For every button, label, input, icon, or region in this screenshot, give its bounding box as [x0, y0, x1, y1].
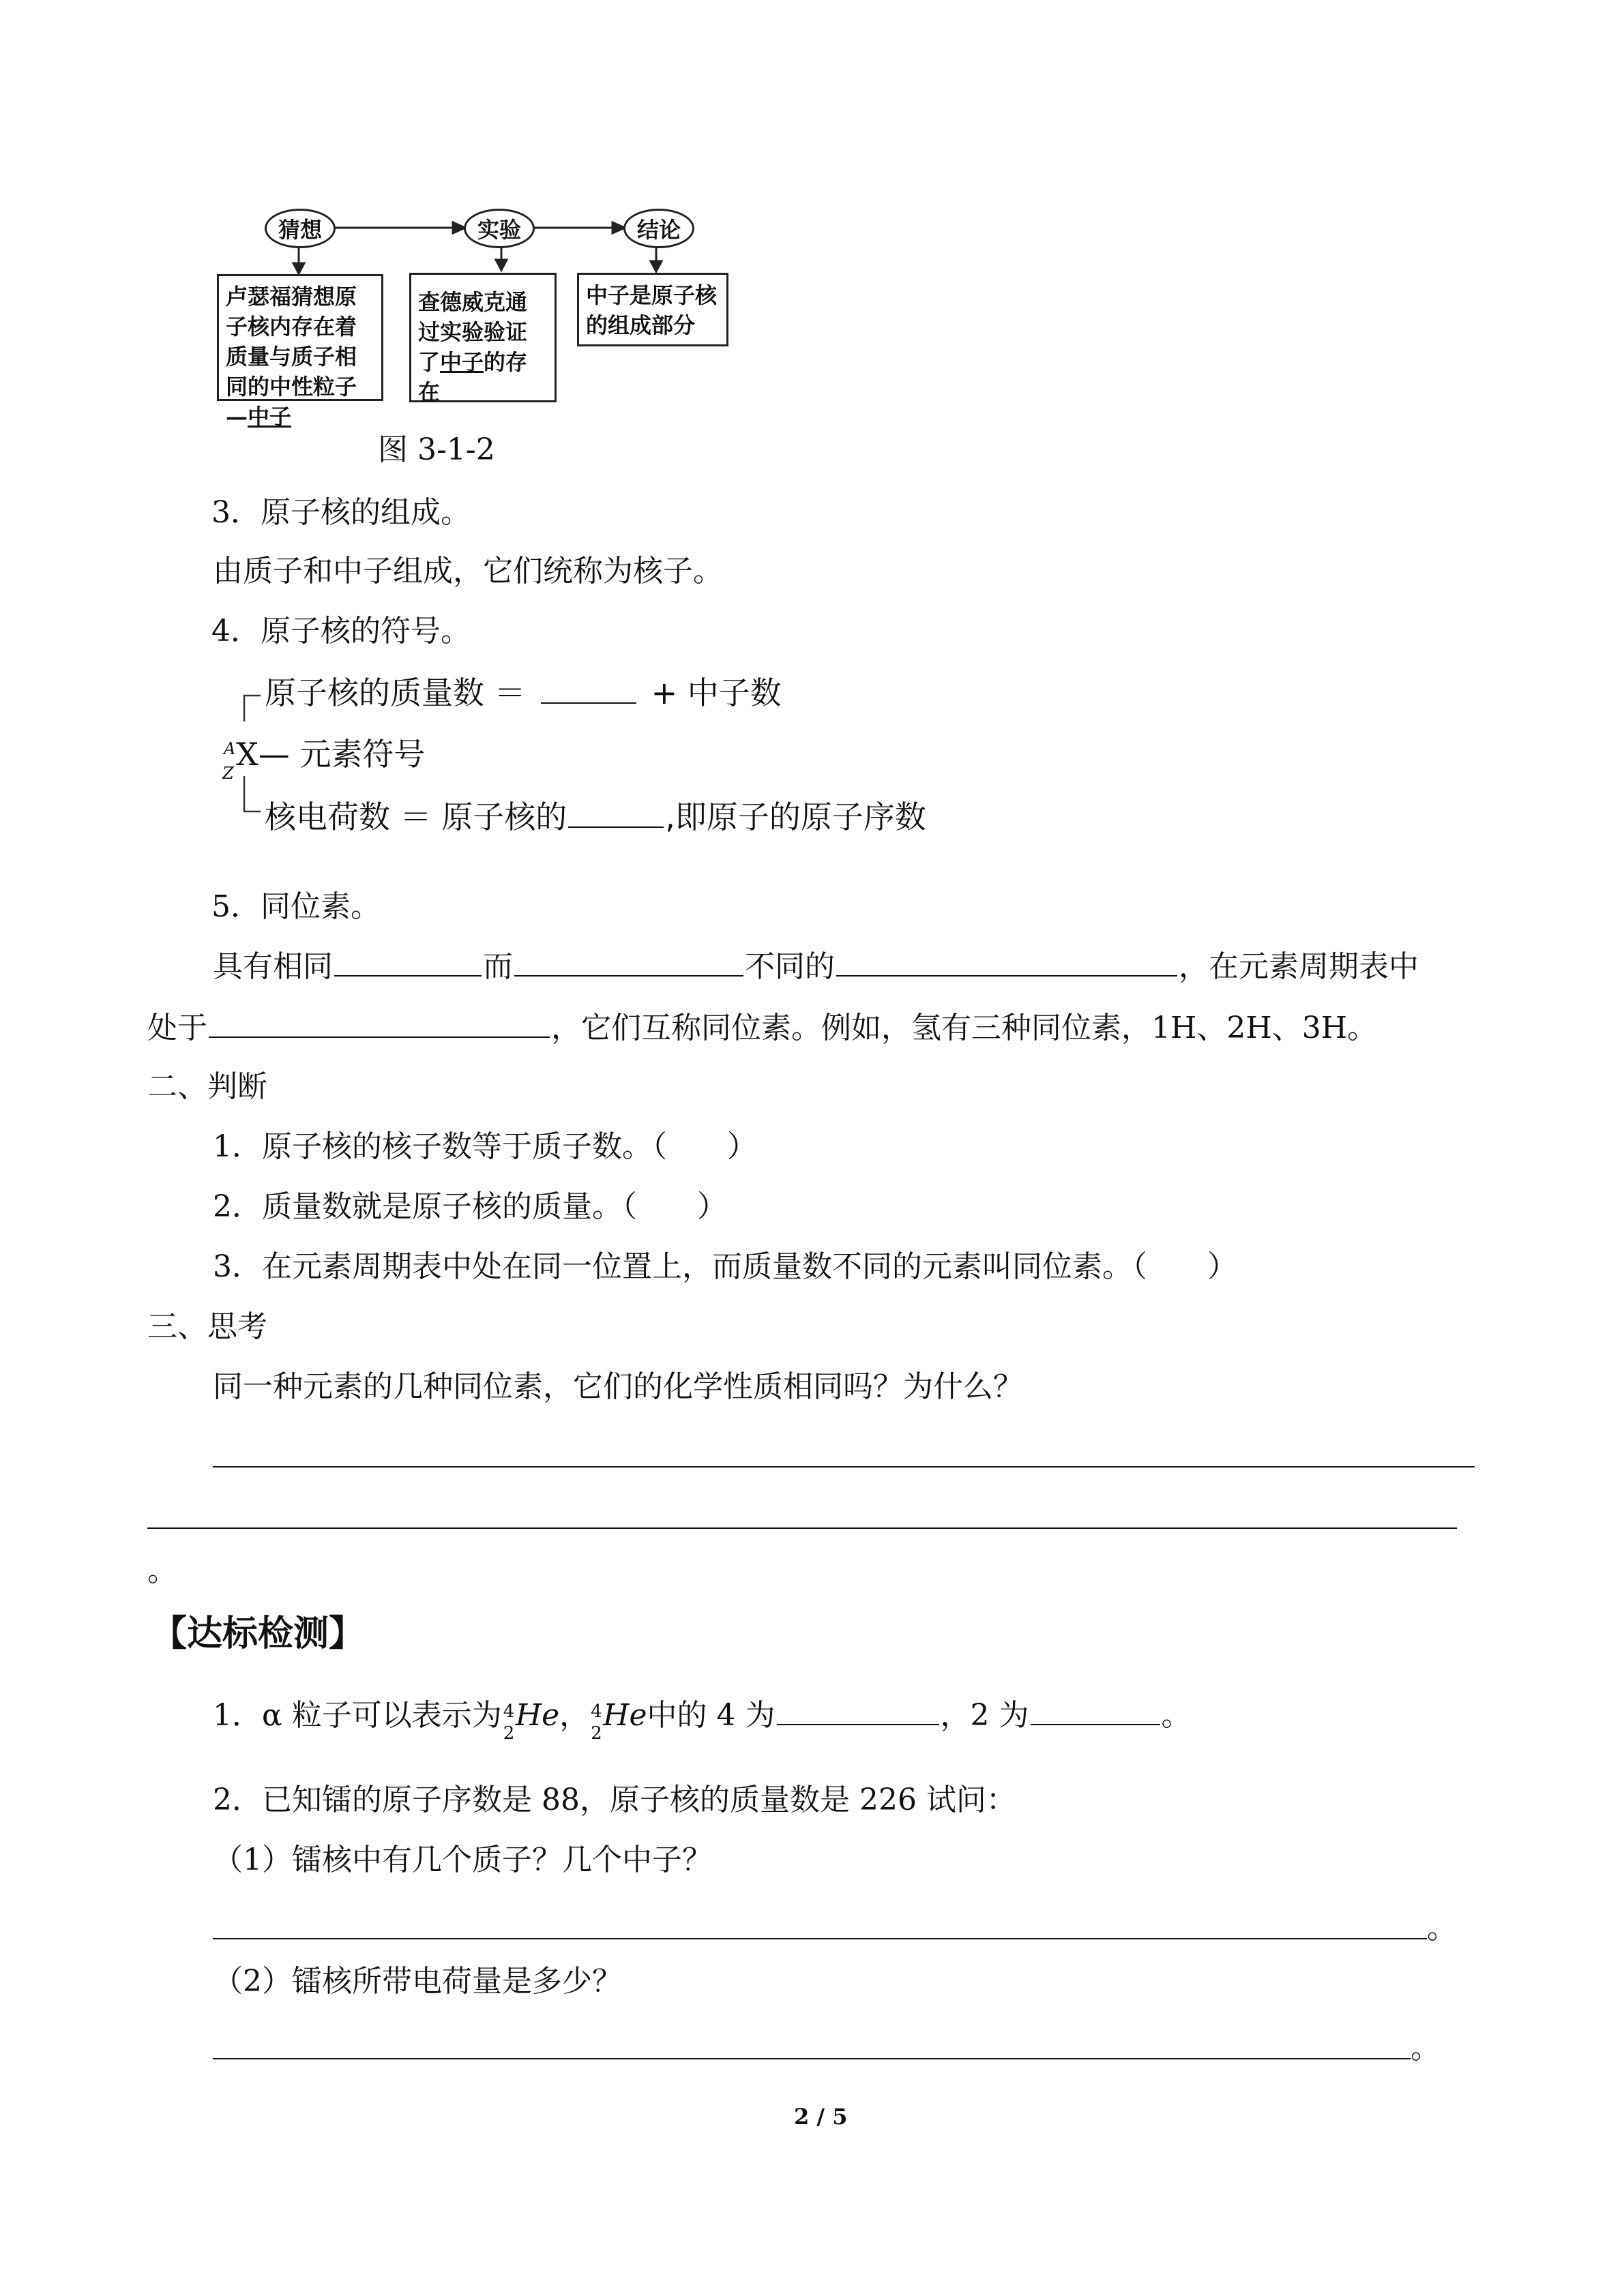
mass-blank[interactable]	[541, 675, 636, 704]
helium-symbol: He	[515, 1698, 560, 1733]
alpha-mass-number: 4	[503, 1701, 515, 1722]
q1-blank-1[interactable]	[777, 1697, 939, 1725]
judge-item-3: 3．在元素周期表中处在同一位置上，而质量数不同的元素叫同位素。（ ）	[213, 1249, 1237, 1284]
flow-box-conclusion: 中子是原子核的组成部分	[577, 273, 728, 346]
isotope-blank-2[interactable]	[514, 948, 743, 976]
test-q2-1: （1）镭核中有几个质子？几个中子？	[213, 1843, 712, 1877]
answer-line-2[interactable]	[147, 1527, 1457, 1529]
isotope-blank-4[interactable]	[209, 1009, 550, 1038]
isotope-blank-3[interactable]	[836, 948, 1177, 976]
flow-box-guess: 卢瑟福猜想原子核内存在着质量与质子相同的中性粒子—中子	[217, 274, 383, 401]
page-number: 2 / 5	[794, 2104, 848, 2130]
isotope-blank-1[interactable]	[334, 948, 482, 976]
flow-node-conclusion: 结论	[623, 209, 694, 248]
q2-2-end-mark: 。	[1411, 2031, 1441, 2066]
mass-number-line: 原子核的质量数 ＝ + 中子数	[265, 674, 782, 711]
think-title: 三、思考	[147, 1309, 267, 1344]
test-q2-2: （2）镭核所带电荷量是多少？	[213, 1964, 622, 1999]
charge-number-line: 核电荷数 ＝ 原子核的 ,即原子的原子序数	[265, 799, 926, 835]
judge-item-2: 2．质量数就是原子核的质量。（ ）	[213, 1189, 727, 1224]
test-heading: 【达标检测】	[151, 1613, 365, 1654]
flow-node-experiment: 实验	[464, 209, 535, 248]
section5-title: 5．同位素。	[211, 889, 381, 924]
section4-title: 4．原子核的符号。	[211, 614, 471, 648]
q2-1-answer-line[interactable]	[213, 1938, 1427, 1939]
q2-2-answer-line[interactable]	[213, 2058, 1411, 2059]
judge-title: 二、判断	[147, 1069, 267, 1104]
alpha-mass-number-2: 4	[591, 1701, 602, 1722]
alpha-atomic-number: 2	[503, 1723, 515, 1744]
flow-node-guess: 猜想	[265, 209, 336, 248]
symbol-line: A Z X— 元素符号	[221, 735, 425, 773]
answer-line-1[interactable]	[213, 1466, 1475, 1467]
flow-box-experiment: 查德威克通过实验验证了中子的存在	[409, 273, 557, 402]
think-question: 同一种元素的几种同位素，它们的化学性质相同吗？为什么？	[213, 1369, 1023, 1404]
helium-symbol-2: He	[603, 1698, 647, 1733]
element-symbol: X	[236, 736, 259, 773]
q1-blank-2[interactable]	[1031, 1697, 1160, 1725]
think-end-mark: 。	[147, 1553, 177, 1588]
symbol-mass-number: A	[224, 739, 236, 758]
charge-blank[interactable]	[568, 799, 664, 828]
section3-body: 由质子和中子组成，它们统称为核子。	[213, 554, 723, 588]
test-q2: 2．已知镭的原子序数是 88，原子核的质量数是 226 试问：	[213, 1783, 1016, 1817]
judge-item-1: 1．原子核的核子数等于质子数。（ ）	[213, 1129, 757, 1164]
test-q1: 1．α 粒子可以表示为 4 2 He， 4 2 He中的 4 为 ，2 为 。	[213, 1697, 1192, 1735]
section5-line2: 处于 ，它们互称同位素。例如，氢有三种同位素，1H、2H、3H。	[147, 1011, 1378, 1045]
section3-title: 3．原子核的组成。	[211, 495, 471, 530]
symbol-atomic-number: Z	[222, 764, 234, 783]
figure-caption: 图 3-1-2	[378, 432, 495, 467]
q2-1-end-mark: 。	[1427, 1911, 1457, 1945]
section5-line1: 具有相同 而 不同的 ，在元素周期表中	[213, 949, 1419, 984]
alpha-atomic-number-2: 2	[591, 1723, 602, 1744]
